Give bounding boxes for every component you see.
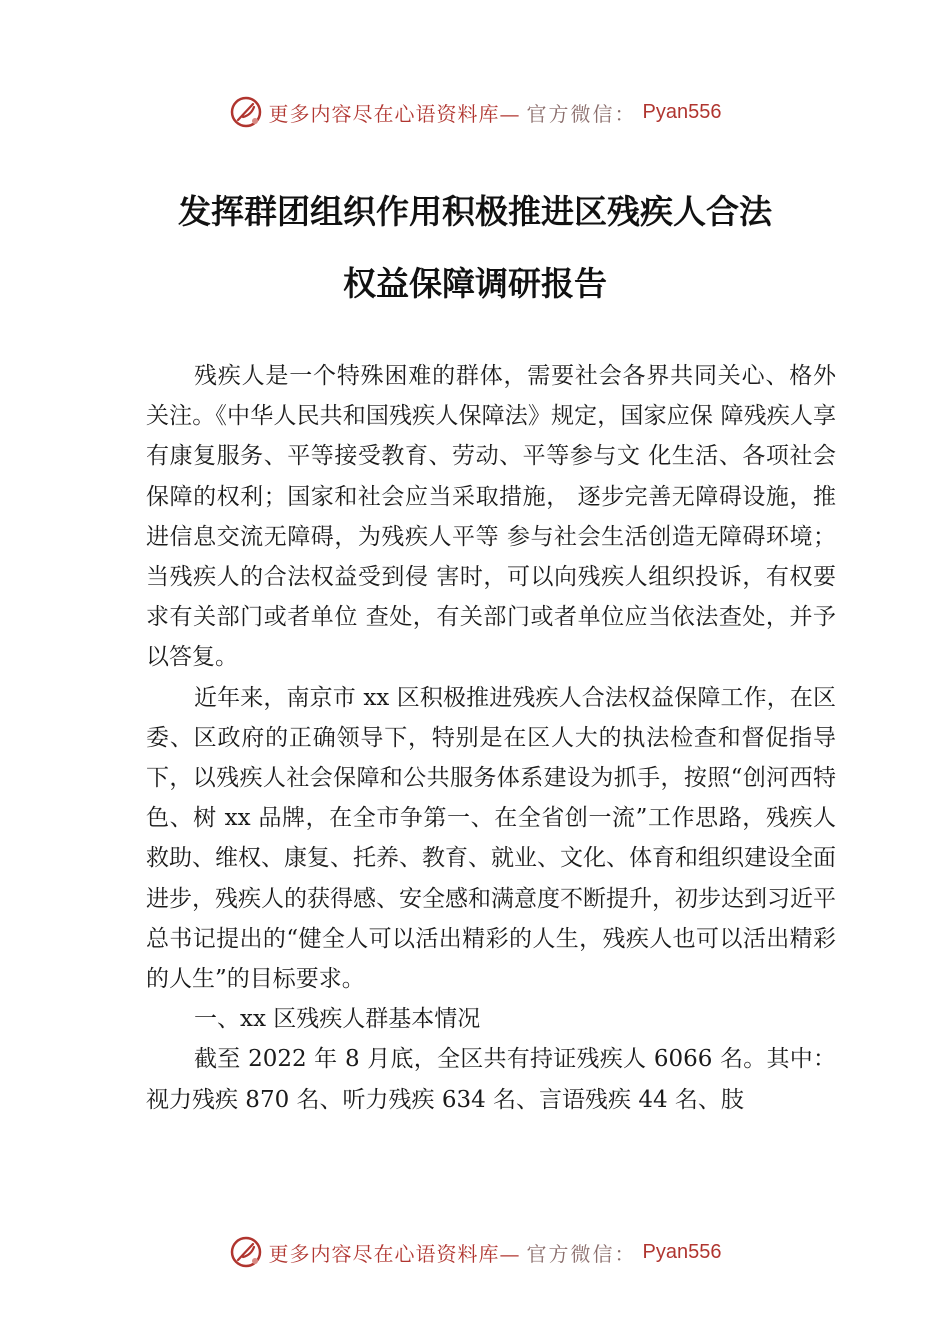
watermark-wechat-label: 官方微信： <box>526 101 637 126</box>
quill-logo-icon <box>229 1235 263 1269</box>
document-title-line-1: 发挥群团组织作用积极推进区残疾人合法 <box>178 192 772 231</box>
watermark-text: 更多内容尽在心语资料库— <box>268 1241 521 1266</box>
paragraph-statistics: 截至 2022 年 8 月底，全区共有持证残疾人 6066 名。其中：视力残疾 870 名、听力残疾 634 名、言语残疾 44 名、肢 <box>146 1046 836 1113</box>
document-body <box>146 356 836 1120</box>
document-title-line-2: 权益保障调研报告 <box>343 264 607 303</box>
quill-logo-icon <box>229 95 263 129</box>
watermark-banner-bottom <box>0 1232 950 1272</box>
section-heading-1: 一、xx 区残疾人群基本情况 <box>194 1006 481 1033</box>
watermark-wechat-id: Pyan556 <box>642 1240 722 1263</box>
watermark-wechat-id: Pyan556 <box>642 100 722 123</box>
watermark-wechat-label: 官方微信： <box>526 1241 637 1266</box>
paragraph-intro: 残疾人是一个特殊困难的群体，需要社会各界共同关心、格外关注。《中华人民共和国残疾人保障法》规定，国家应保 障残疾人享有康复服务、平等接受教育、劳动、平等参与文 化生活、各项社会保障的权利；国家和社会应当采取措施， 逐步完善无障碍设施，推进信息交流无障碍，为残疾人平等 参与社会生活创造无障碍环境；当残疾人的合法权益受到侵 害时，可以向残疾人组织投诉，有权要求有关部门或者单位 查处，有关部门或者单位应当依法查处，并予以答复。 <box>146 363 836 671</box>
watermark-text: 更多内容尽在心语资料库— <box>268 101 521 126</box>
watermark-banner-top <box>0 92 950 132</box>
paragraph-recent-years: 近年来，南京市 xx 区积极推进残疾人合法权益保障工作，在区委、区政府的正确领导下，特别是在区人大的执法检查和督促指导下，以残疾人社会保障和公共服务体系建设为抓手，按照“创河西特色、树 xx 品牌，在全市争第一、在全省创一流”工作思路，残疾人救助、维权、康复、托养、教育、就业、文化、体育和组织建设全面进步，残疾人的获得感、安全感和满意度不断提升，初步达到习近平总书记提出的“健全人可以活出精彩的人生，残疾人也可以活出精彩的人生”的目标要求。 <box>146 684 836 993</box>
